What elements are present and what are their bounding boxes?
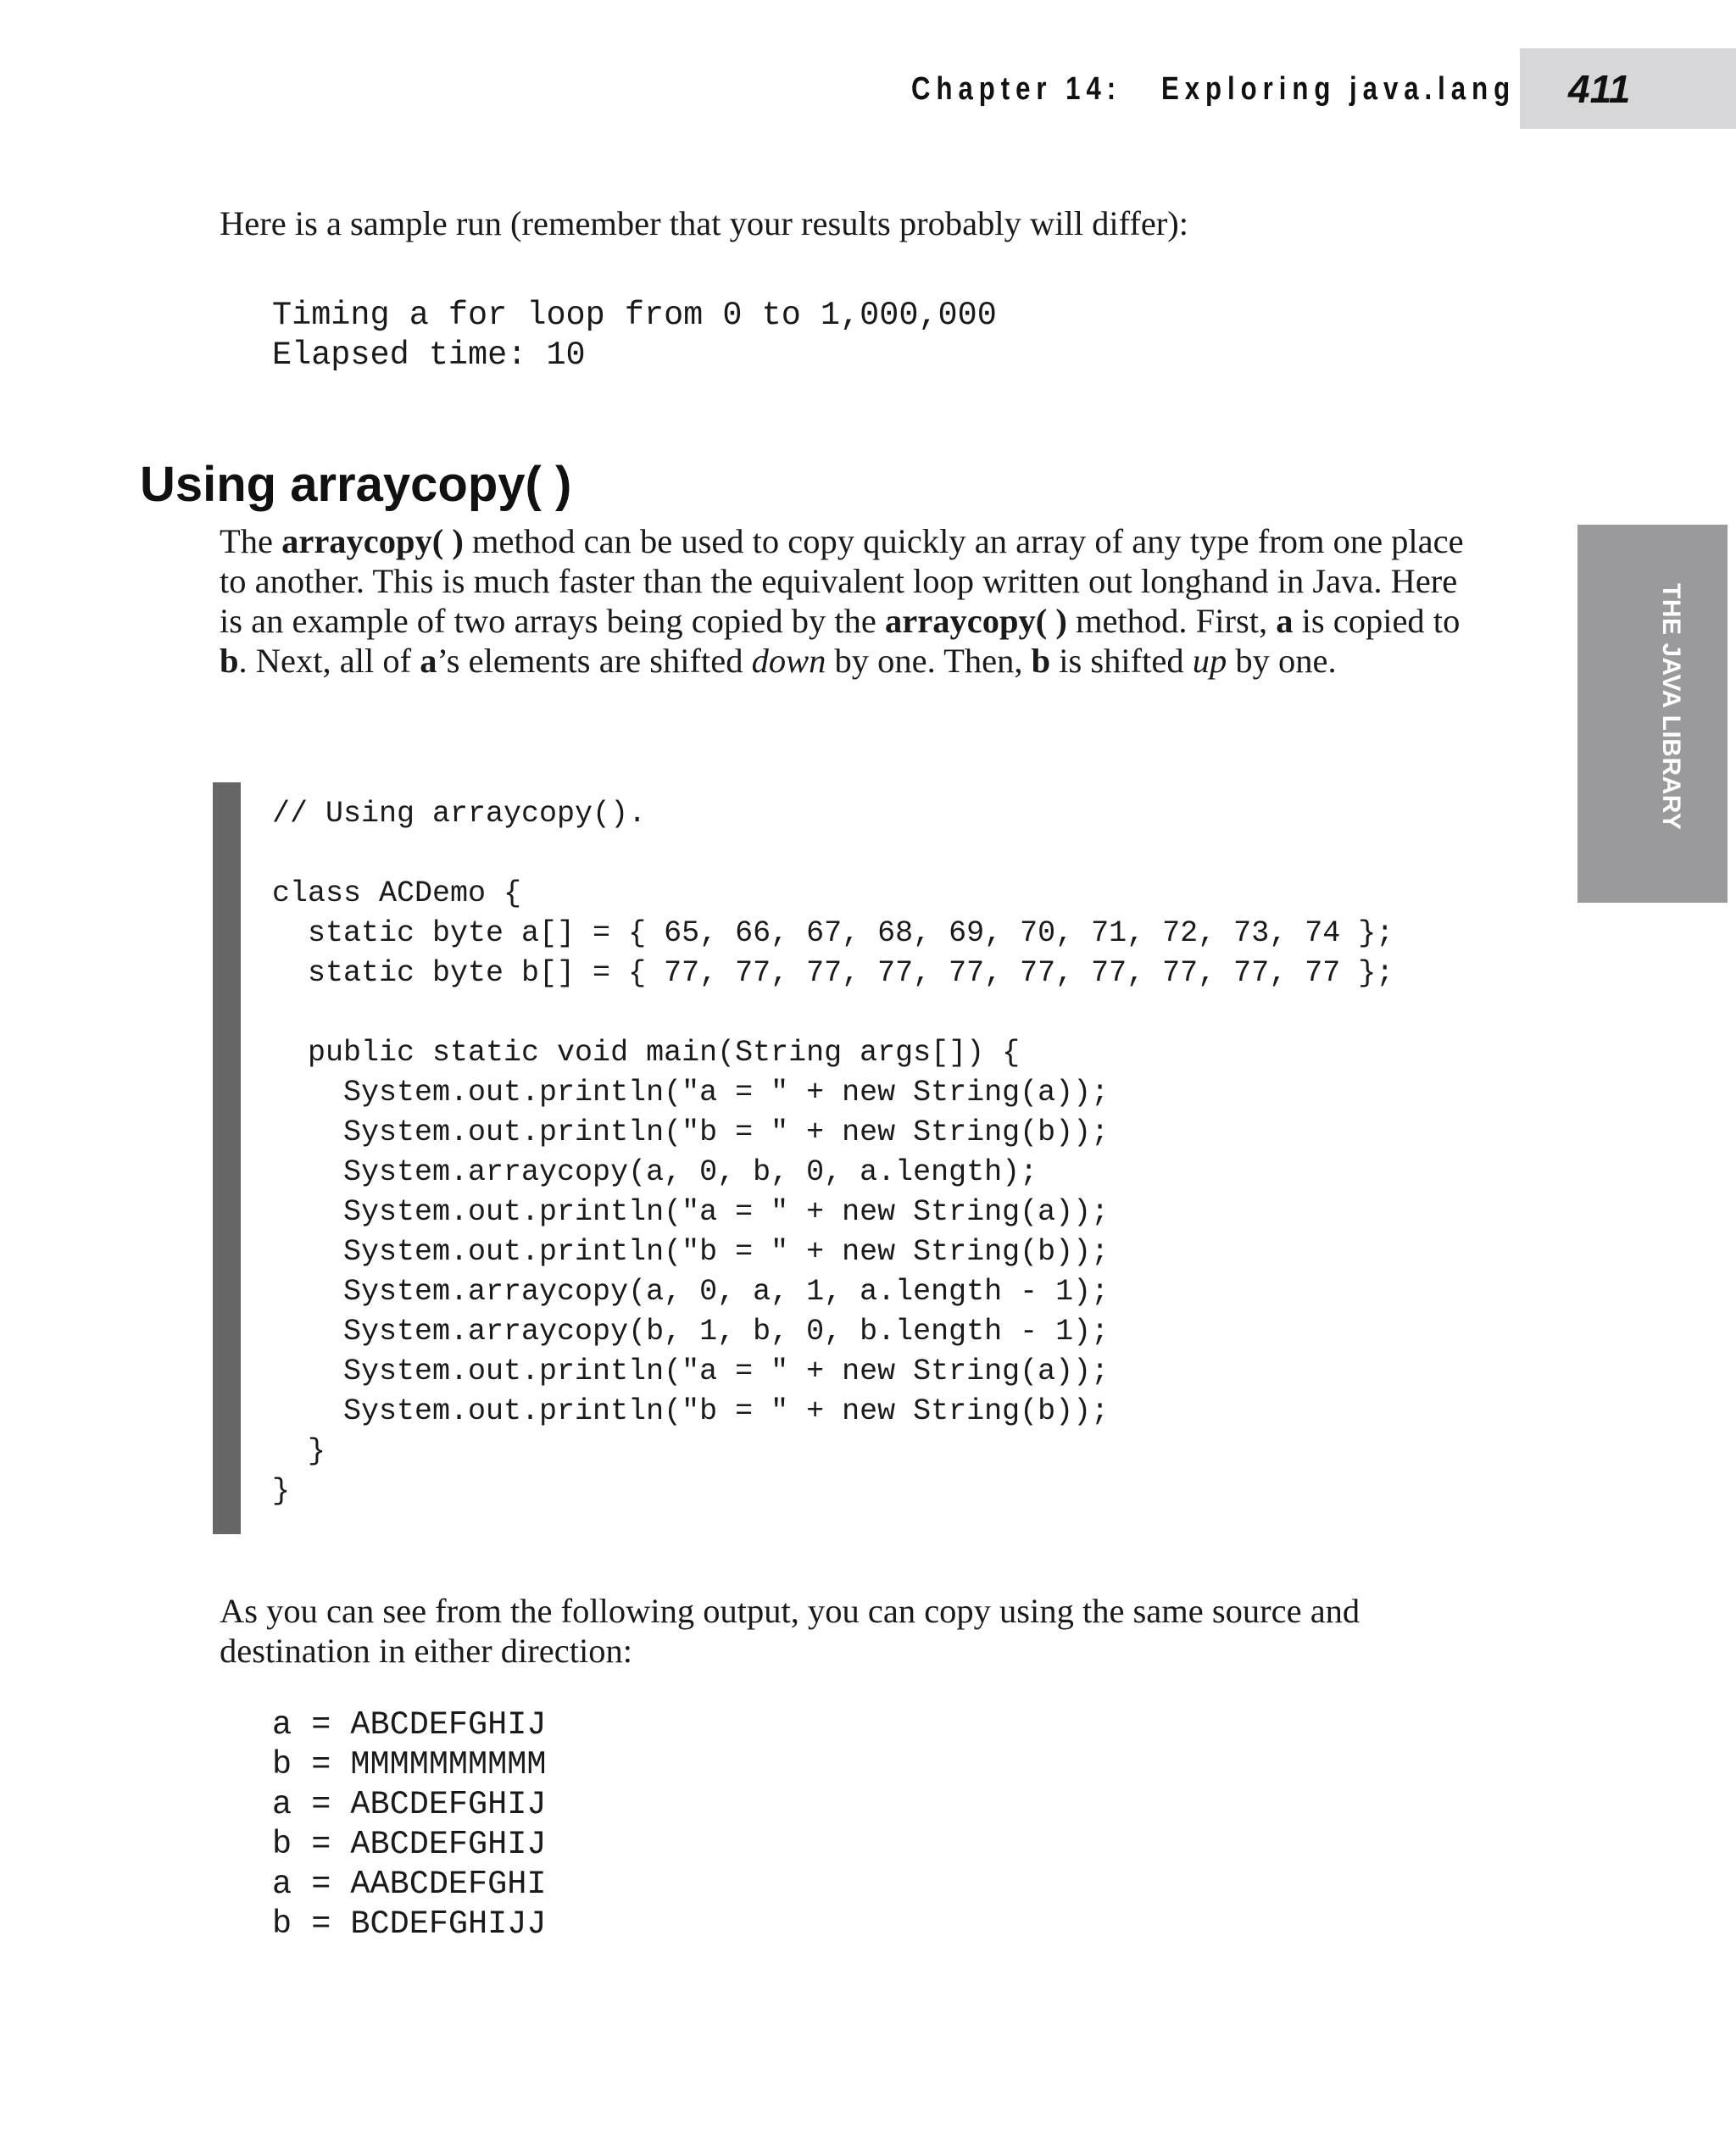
- code-line: System.out.println("a = " + new String(a));: [272, 1076, 1110, 1110]
- code-line: System.out.println("a = " + new String(a));: [272, 1195, 1110, 1229]
- paragraph-run-bold: b: [1031, 642, 1051, 680]
- code-line: public static void main(String args[]) {: [272, 1036, 1021, 1070]
- code-line: System.arraycopy(b, 1, b, 0, b.length - 1);: [272, 1315, 1110, 1349]
- paragraph-run-normal: by one.: [1227, 642, 1337, 680]
- output-line: a = ABCDEFGHIJ: [272, 1706, 547, 1744]
- program-output: [272, 1705, 546, 1944]
- code-line: class ACDemo {: [272, 876, 522, 910]
- code-listing: [272, 794, 1394, 1511]
- paragraph-run-normal: is shifted: [1050, 642, 1193, 680]
- paragraph-run-normal: . Next, all of: [238, 642, 420, 680]
- code-line: System.arraycopy(a, 0, a, 1, a.length - 1);: [272, 1275, 1110, 1309]
- paragraph-run-bold: a: [1276, 602, 1294, 640]
- page-number: 411: [1568, 67, 1631, 111]
- code-listing-bar: [213, 782, 241, 1534]
- side-tab-label: THE JAVA LIBRARY: [1657, 583, 1685, 831]
- code-line: [272, 993, 1394, 1033]
- paragraph-run-italic: down: [751, 642, 826, 680]
- code-line: }: [272, 1434, 326, 1468]
- side-thumb-tab: [1577, 525, 1728, 903]
- code-line: static byte b[] = { 77, 77, 77, 77, 77, 77, 77, 77, 77, 77 };: [272, 956, 1394, 990]
- output-line: b = ABCDEFGHIJ: [272, 1826, 547, 1863]
- output-line: b = BCDEFGHIJJ: [272, 1905, 547, 1943]
- sample-output-line: Timing a for loop from 0 to 1,000,000: [272, 297, 997, 334]
- code-line: [272, 834, 1394, 874]
- paragraph-run-bold: a: [420, 642, 437, 680]
- output-line: a = ABCDEFGHIJ: [272, 1786, 547, 1823]
- code-line: static byte a[] = { 65, 66, 67, 68, 69, 70, 71, 72, 73, 74 };: [272, 916, 1394, 950]
- sample-run-output: [272, 296, 997, 375]
- output-line: b = MMMMMMMMMM: [272, 1746, 547, 1783]
- paragraph-run-bold: b: [220, 642, 239, 680]
- code-line: // Using arraycopy().: [272, 797, 647, 831]
- code-line: System.out.println("a = " + new String(a));: [272, 1354, 1110, 1388]
- code-line: System.out.println("b = " + new String(b));: [272, 1235, 1110, 1269]
- sample-output-line: Elapsed time: 10: [272, 337, 586, 374]
- paragraph-run-normal: method. First,: [1066, 602, 1277, 640]
- code-line: System.out.println("b = " + new String(b));: [272, 1115, 1110, 1149]
- output-paragraph: As you can see from the following output, you can copy using the same source and destination in either direction:: [220, 1592, 1360, 1670]
- intro-paragraph: Here is a sample run (remember that your results probably will differ):: [220, 204, 1189, 242]
- section-heading: Using arraycopy( ): [140, 457, 572, 512]
- running-header-title: Chapter 14: Exploring java.lang: [911, 71, 1516, 107]
- paragraph-run-bold: arraycopy( ): [885, 602, 1067, 640]
- code-line: System.out.println("b = " + new String(b));: [272, 1394, 1110, 1428]
- code-line: }: [272, 1474, 291, 1508]
- paragraph-run-normal: is copied to: [1293, 602, 1461, 640]
- paragraph-run-normal: by one. Then,: [826, 642, 1032, 680]
- section-paragraph: [220, 521, 1483, 681]
- paragraph-run-normal: The: [220, 522, 282, 560]
- output-line: a = AABCDEFGHI: [272, 1866, 547, 1903]
- paragraph-run-italic: up: [1192, 642, 1227, 680]
- paragraph-run-normal: ’s elements are shifted: [437, 642, 752, 680]
- paragraph-run-normal: method can be used to copy quickly an array of any type from one place to another. This is much faster than the equivalent loop written out longhand in Java. Here is an example of two arrays being copied by the: [220, 522, 1464, 640]
- paragraph-run-bold: arraycopy( ): [281, 522, 464, 560]
- code-line: System.arraycopy(a, 0, b, 0, a.length);: [272, 1155, 1038, 1189]
